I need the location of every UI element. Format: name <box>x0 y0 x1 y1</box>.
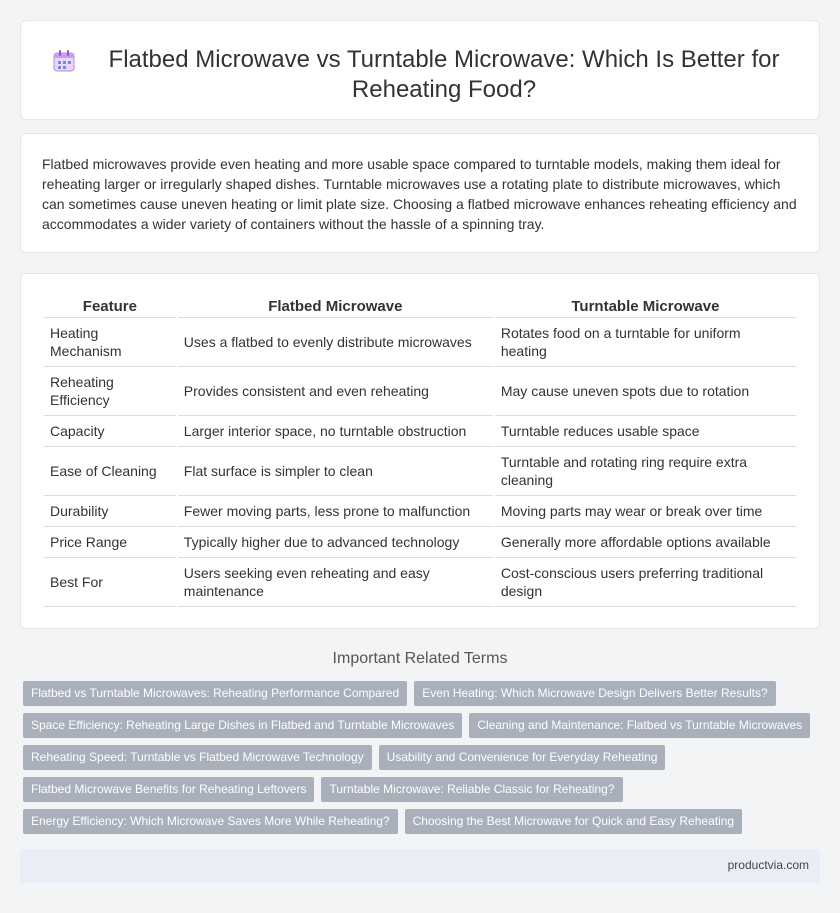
calendar-icon <box>51 48 77 74</box>
flatbed-cell: Uses a flatbed to evenly distribute microwaves <box>178 318 493 367</box>
turntable-cell: Generally more affordable options available <box>495 527 796 558</box>
table-row <box>44 496 796 527</box>
related-term-tag[interactable]: Energy Efficiency: Which Microwave Saves More While Reheating? <box>23 809 398 834</box>
turntable-cell: Turntable reduces usable space <box>495 416 796 447</box>
feature-cell: Capacity <box>44 416 176 447</box>
header-flatbed: Flatbed Microwave <box>178 294 493 318</box>
feature-cell: Reheating Efficiency <box>44 367 176 416</box>
header-card <box>20 20 820 120</box>
table-row <box>44 447 796 496</box>
related-term-tag[interactable]: Reheating Speed: Turntable vs Flatbed Microwave Technology <box>23 745 372 770</box>
tag-row <box>23 809 823 841</box>
footer <box>20 849 820 883</box>
tag-row <box>23 745 823 777</box>
related-term-tag[interactable]: Even Heating: Which Microwave Design Delivers Better Results? <box>414 681 775 706</box>
flatbed-cell: Provides consistent and even reheating <box>178 367 493 416</box>
intro-card <box>20 133 820 253</box>
tag-row <box>23 777 823 809</box>
flatbed-cell: Larger interior space, no turntable obstruction <box>178 416 493 447</box>
header-feature: Feature <box>44 294 176 318</box>
related-terms-list <box>23 681 823 841</box>
page-title: Flatbed Microwave vs Turntable Microwave: Which Is Better for Reheating Food? <box>108 46 780 103</box>
flatbed-cell: Flat surface is simpler to clean <box>178 447 493 496</box>
table-row <box>44 558 796 607</box>
table-row <box>44 318 796 367</box>
turntable-cell: Rotates food on a turntable for uniform heating <box>495 318 796 367</box>
feature-cell: Ease of Cleaning <box>44 447 176 496</box>
tag-row <box>23 713 823 745</box>
related-term-tag[interactable]: Flatbed vs Turntable Microwaves: Reheating Performance Compared <box>23 681 407 706</box>
turntable-cell: Cost-conscious users preferring traditional design <box>495 558 796 607</box>
feature-cell: Heating Mechanism <box>44 318 176 367</box>
related-term-tag[interactable]: Turntable Microwave: Reliable Classic for Reheating? <box>321 777 622 802</box>
feature-cell: Durability <box>44 496 176 527</box>
related-term-tag[interactable]: Choosing the Best Microwave for Quick and Easy Reheating <box>405 809 743 834</box>
table-row <box>44 416 796 447</box>
turntable-cell: Turntable and rotating ring require extra cleaning <box>495 447 796 496</box>
turntable-cell: Moving parts may wear or break over time <box>495 496 796 527</box>
table-row <box>44 527 796 558</box>
comparison-table <box>42 294 798 607</box>
related-terms-heading: Important Related Terms <box>332 650 508 667</box>
flatbed-cell: Fewer moving parts, less prone to malfunction <box>178 496 493 527</box>
related-term-tag[interactable]: Cleaning and Maintenance: Flatbed vs Turntable Microwaves <box>469 713 810 738</box>
footer-site-link[interactable]: productvia.com <box>727 858 809 872</box>
related-term-tag[interactable]: Flatbed Microwave Benefits for Reheating Leftovers <box>23 777 314 802</box>
flatbed-cell: Typically higher due to advanced technology <box>178 527 493 558</box>
flatbed-cell: Users seeking even reheating and easy maintenance <box>178 558 493 607</box>
intro-paragraph: Flatbed microwaves provide even heating and more usable space compared to turntable models, making them ideal for reheating larger or irregularly shaped dishes. Turntable microwaves use a rotating plate to distribute microwaves, which can sometimes cause uneven heating or limit plate size. Choosing a flatbed microwave enhances reheating efficiency and accommodates a wider variety of containers without the hassle of a spinning tray. <box>42 156 797 232</box>
turntable-cell: May cause uneven spots due to rotation <box>495 367 796 416</box>
table-row <box>44 367 796 416</box>
related-term-tag[interactable]: Usability and Convenience for Everyday Reheating <box>379 745 666 770</box>
header-turntable: Turntable Microwave <box>495 294 796 318</box>
feature-cell: Best For <box>44 558 176 607</box>
related-term-tag[interactable]: Space Efficiency: Reheating Large Dishes in Flatbed and Turntable Microwaves <box>23 713 462 738</box>
table-header-row <box>44 294 796 318</box>
comparison-card <box>20 273 820 629</box>
feature-cell: Price Range <box>44 527 176 558</box>
tag-row <box>23 681 823 713</box>
